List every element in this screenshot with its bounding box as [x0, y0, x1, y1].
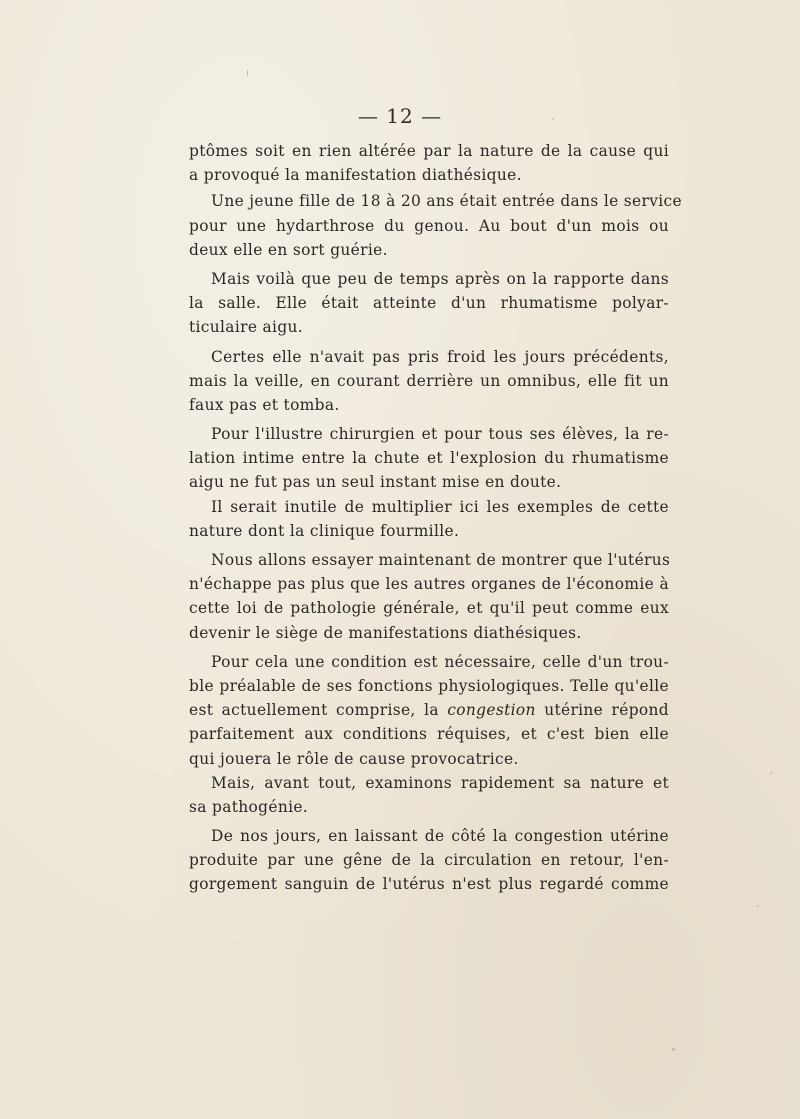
text-line: gorgement sanguin de l'utérus n'est plus regardé comme: [189, 875, 669, 894]
text-line: nature dont la clinique fourmille.: [189, 521, 460, 540]
paragraph: [189, 650, 669, 771]
text-line: qui jouera le rôle de cause provocatrice.: [189, 749, 519, 768]
text-line: mais la veille, en courant derrière un omnibus, elle fit un: [189, 371, 669, 390]
text-line: la salle. Elle était atteinte d'un rhumatisme polyar-: [189, 294, 669, 313]
text-line: pour une hydarthrose du genou. Au bout d'un mois ou: [189, 216, 669, 235]
text-line: cette loi de pathologie générale, et qu'il peut comme eux: [189, 599, 669, 618]
body-text: [189, 139, 682, 897]
text-fragment: est actuellement comprise, la: [189, 701, 439, 720]
text-line: De nos jours, en laissant de côté la congestion utérine: [211, 827, 669, 846]
text-line: Mais voilà que peu de temps après on la rapporte dans: [211, 269, 669, 288]
text-line: [189, 698, 669, 722]
paper-speck: [672, 1048, 675, 1051]
text-line: ble préalable de ses fonctions physiologiques. Telle qu'elle: [189, 676, 669, 695]
text-line: ptômes soit en rien altérée par la nature de la cause qui: [189, 142, 669, 160]
paper-speck: [770, 772, 772, 774]
paragraph: [189, 189, 682, 262]
paragraph: [189, 422, 669, 495]
paragraph: [189, 495, 669, 543]
paragraph: [189, 267, 669, 340]
text-fragment: utérine répond: [544, 701, 669, 720]
text-line: parfaitement aux conditions réquises, et c'est bien elle: [189, 725, 669, 744]
paper-speck: [552, 118, 554, 120]
page-number: — 12 —: [357, 104, 443, 128]
text-line: Il serait inutile de multiplier ici les exemples de cette: [211, 497, 669, 516]
paper-speck: [757, 905, 759, 907]
text-line: aigu ne fut pas un seul instant mise en doute.: [189, 473, 562, 492]
text-line: deux elle en sort guérie.: [189, 240, 388, 259]
text-line: faux pas et tomba.: [189, 395, 340, 414]
text-line: Pour cela une condition est nécessaire, celle d'un trou-: [211, 652, 669, 671]
text-line: lation intime entre la chute et l'explosion du rhumatisme: [189, 449, 669, 468]
text-line: produite par une gêne de la circulation en retour, l'en-: [189, 851, 669, 870]
text-line: Nous allons essayer maintenant de montrer que l'utérus: [211, 551, 671, 569]
text-line: sa pathogénie.: [189, 797, 309, 816]
text-line: Une jeune fille de 18 à 20 ans était entrée dans le service: [211, 192, 682, 211]
paper-speck: [247, 70, 248, 76]
paragraph: [189, 345, 669, 418]
paragraph: [189, 824, 669, 897]
paragraph: [189, 771, 669, 819]
paragraph: [189, 139, 669, 187]
paragraph: [189, 548, 669, 645]
text-line: ticulaire aigu.: [189, 318, 304, 337]
text-line: a provoqué la manifestation diathésique.: [189, 166, 522, 185]
text-line: Mais, avant tout, examinons rapidement sa nature et: [211, 773, 669, 792]
emphasized-term: congestion: [447, 701, 536, 720]
text-line: devenir le siège de manifestations diathésiques.: [189, 623, 582, 642]
text-line: Pour l'illustre chirurgien et pour tous ses élèves, la re-: [211, 425, 669, 444]
text-line: Certes elle n'avait pas pris froid les jours précédents,: [211, 347, 669, 366]
text-line: n'échappe pas plus que les autres organes de l'économie à: [189, 575, 669, 594]
